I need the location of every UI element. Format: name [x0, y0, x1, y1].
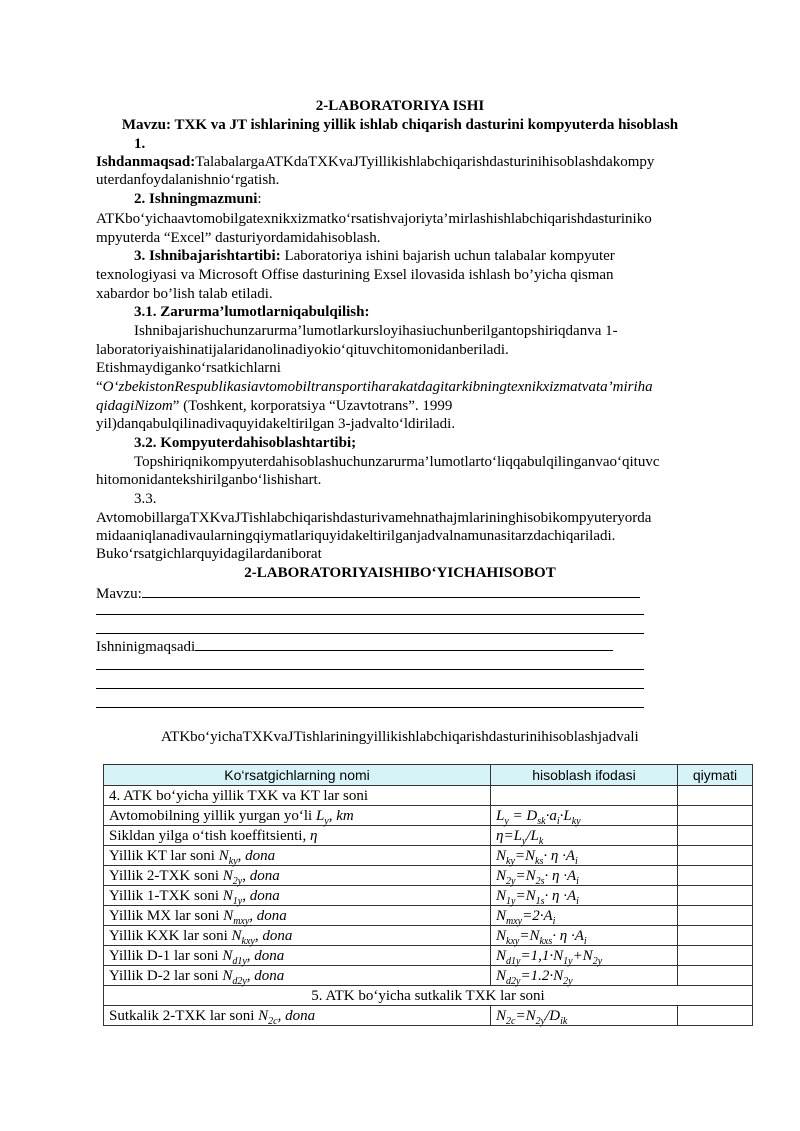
header-name: Ko‘rsatgichlarning nomi	[104, 765, 491, 786]
table-row	[104, 966, 753, 986]
maqsad-blank	[195, 636, 613, 651]
s1-heading: Ishdanmaqsad:	[96, 154, 196, 170]
blank-rule	[96, 614, 644, 615]
formula-cell: $N_{kxy}=N_{kxs}\cdot \eta \cdot A_i$	[491, 926, 678, 946]
program-table	[103, 764, 753, 1026]
indicator-name: Yillik 1-TXK soni $N_{1y}$, dona	[104, 886, 491, 906]
empty-cell	[491, 786, 678, 806]
header-formula: hisoblash ifodasi	[491, 765, 678, 786]
formula-cell: $N_{mxy}=2\cdot A_i$	[491, 906, 678, 926]
formula-cell: $N_{d1y}=1,1\cdot N_{1y}+N_{2y}$	[491, 946, 678, 966]
table-row	[104, 926, 753, 946]
table-row	[104, 1006, 753, 1026]
s33-number: 3.3.	[134, 491, 157, 507]
indicator-name: Sikldan yilga o‘tish koeffitsienti, η	[104, 826, 491, 846]
value-cell[interactable]	[678, 1006, 753, 1026]
value-cell[interactable]	[678, 886, 753, 906]
s2-heading: 2. Ishningmazmuni	[134, 191, 258, 207]
s1-text-b: uterdanfoydalanishnio‘rgatish.	[96, 172, 280, 188]
s3-text-c: xabardor bo’lish talab etiladi.	[96, 286, 273, 302]
indicator-name: Yillik KT lar soni $N_{ky}$, dona	[104, 846, 491, 866]
value-cell[interactable]	[678, 926, 753, 946]
s31-line-d	[96, 378, 653, 396]
section-label: 5. ATK bo‘yicha sutkalik TXK lar soni	[104, 986, 753, 1006]
section-row	[104, 786, 753, 806]
section-label: 4. ATK bo‘yicha yillik TXK va KT lar soni	[104, 786, 491, 806]
mavzu-line	[96, 583, 640, 603]
s2-text-a: ATKbo‘yichaavtomobilgatexnikxizmatko‘rsatishvajoriyta’mirlashishlabchiqarishdasturiniko	[96, 211, 652, 227]
formula-cell: $\eta=L_y/L_k$	[491, 826, 678, 846]
s33-text-c: Buko‘rsatgichlarquyidagilardaniborat	[96, 546, 322, 562]
s31-text-d: O‘zbekistonRespublikasiavtomobiltransportiharakatdagitarkibningtexnikxizmatvata’miriha	[102, 379, 653, 395]
s31-heading: 3.1. Zarurma’lumotlarniqabulqilish:	[134, 304, 370, 320]
formula-cell: $N_{d2y}=1.2\cdot N_{2y}$	[491, 966, 678, 986]
s31-text-f: yil)danqabulqilinadivaquyidakeltirilgan 3-jadvalto‘ldiriladi.	[96, 416, 456, 432]
s32-heading: 3.2. Kompyuterdahisoblashtartibi;	[134, 435, 357, 451]
s31-text-c: Etishmaydiganko‘rsatkichlarni	[96, 360, 281, 376]
value-cell[interactable]	[678, 906, 753, 926]
indicator-name: Avtomobilning yillik yurgan yo‘li $L_y$, km	[104, 806, 491, 826]
table-header-row	[104, 765, 753, 786]
s2-text-b: mpyuterda “Excel” dasturiyordamidahisoblash.	[96, 230, 381, 246]
table-title: ATKbo‘yichaTXKvaJTishlariningyillikishlabchiqarishdasturinihisoblashjadvali	[161, 729, 639, 745]
blank-rule	[96, 633, 644, 634]
s33-text-a: AvtomobillargaTXKvaJTishlabchiqarishdasturivamehnathajmlarininghisobikompyuteryorda	[96, 510, 652, 526]
s1-number: 1.	[134, 136, 146, 152]
blank-rule	[96, 688, 644, 689]
value-cell[interactable]	[678, 946, 753, 966]
maqsad-line	[96, 636, 613, 656]
formula-cell: $N_{2c}=N_{2y}/D_{ik}$	[491, 1006, 678, 1026]
empty-cell	[678, 786, 753, 806]
value-cell[interactable]	[678, 966, 753, 986]
table-row	[104, 906, 753, 926]
value-cell[interactable]	[678, 866, 753, 886]
s31-text-e-italic: qidagiNizom	[96, 398, 173, 414]
table-row	[104, 866, 753, 886]
formula-cell: $N_{2y}=N_{2s}\cdot \eta \cdot A_i$	[491, 866, 678, 886]
section-row	[104, 986, 753, 1006]
s32-text-a: Topshiriqnikompyuterdahisoblashuchunzarurma’lumotlarto‘liqqabulqilinganvao‘qituvc	[134, 454, 660, 470]
maqsad-label: Ishninigmaqsadi	[96, 639, 196, 655]
blank-rule	[96, 669, 644, 670]
s31-line-e	[96, 397, 452, 415]
indicator-name: Yillik KXK lar soni $N_{kxy}$, dona	[104, 926, 491, 946]
s3-text-b: texnologiyasi va Microsoft Offise dasturining Exsel ilovasida ishlash bo’yicha qisman	[96, 267, 614, 283]
s31-open-quote: “	[96, 379, 103, 395]
table-row	[104, 886, 753, 906]
s1-line-a	[96, 153, 654, 171]
formula-cell: $L_y = D_{sk}\cdot a_i\cdot L_{ky}$	[491, 806, 678, 826]
s3-line-a	[134, 247, 615, 265]
value-cell[interactable]	[678, 826, 753, 846]
s3-heading: 3. Ishnibajarishtartibi:	[134, 248, 281, 264]
blank-rule	[96, 707, 644, 708]
formula-cell: $N_{ky}=N_{ks}\cdot \eta \cdot A_i$	[491, 846, 678, 866]
doc-subject: Mavzu: TXK va JT ishlarining yillik ishlab chiqarish dasturini kompyuterda hisoblash	[121, 117, 679, 133]
indicator-name: Yillik 2-TXK soni $N_{2y}$, dona	[104, 866, 491, 886]
table-row	[104, 946, 753, 966]
indicator-name: Yillik D-2 lar soni $N_{d2y}$, dona	[104, 966, 491, 986]
s1-text-a: TalabalargaATKdaTXKvaJTyillikishlabchiqarishdasturinihisoblashdakompy	[195, 154, 655, 170]
s31-text-a: Ishnibajarishuchunzarurma’lumotlarkursloyihasiuchunberilgantopshiriqdanva 1-	[134, 323, 618, 339]
mavzu-label: Mavzu:	[96, 586, 142, 602]
table-row	[104, 846, 753, 866]
indicator-name: Yillik D-1 lar soni $N_{d1y}$, dona	[104, 946, 491, 966]
s31-text-b: laboratoriyaishinatijalaridanolinadiyokio‘qituvchitomonidanberiladi.	[96, 342, 509, 358]
report-title: 2-LABORATORIYAISHIBO‘YICHAHISOBOT	[244, 565, 556, 581]
table-row	[104, 826, 753, 846]
s3-text-a: Laboratoriya ishini bajarish uchun talabalar kompyuter	[280, 248, 615, 264]
s33-text-b: midaaniqlanadivaularningqiymatlariquyidakeltirilganjadvalnamunasitarzdachiqariladi.	[96, 528, 616, 544]
mavzu-blank	[142, 583, 640, 598]
s31-text-e: ” (Toshkent, korporatsiya “Uzavtotrans”. 1999	[172, 398, 453, 414]
s32-text-b: hitomonidantekshirilganbo‘lishishart.	[96, 472, 322, 488]
indicator-name: Sutkalik 2-TXK lar soni $N_{2c}$, dona	[104, 1006, 491, 1026]
header-value: qiymati	[678, 765, 753, 786]
s2-line	[134, 190, 262, 208]
value-cell[interactable]	[678, 846, 753, 866]
value-cell[interactable]	[678, 806, 753, 826]
table-row	[104, 806, 753, 826]
s2-colon: :	[257, 191, 262, 207]
formula-cell: $N_{1y}=N_{1s}\cdot \eta \cdot A_i$	[491, 886, 678, 906]
indicator-name: Yillik MX lar soni $N_{mxy}$, dona	[104, 906, 491, 926]
doc-title: 2-LABORATORIYA ISHI	[315, 98, 485, 114]
